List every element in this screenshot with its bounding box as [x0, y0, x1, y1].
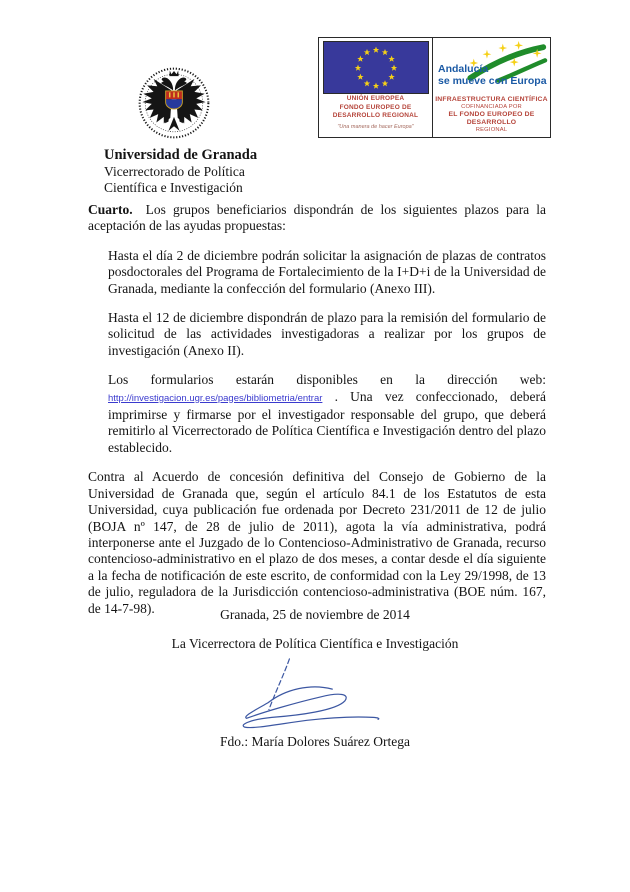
paragraph-forms — [108, 372, 546, 456]
cuarto-label: Cuarto. — [88, 202, 133, 217]
cuarto-text: Los grupos beneficiarios dispondrán de los siguientes plazos para la aceptación de las ayudas propuestas: — [88, 202, 546, 234]
forms-text-post: . Una vez confeccionado, deberá imprimirse y firmarse por el investigador responsable del grupo, que deberá remitirlo al Vicerrectorado de Política Científica e Investigación dentro del plazo establecido. — [108, 388, 546, 455]
eu-label-line3: DESARROLLO REGIONAL — [332, 112, 419, 119]
signer-title: La Vicerrectora de Política Científica e Investigación — [171, 636, 459, 651]
infra-caption — [433, 96, 550, 134]
bibliometria-link[interactable]: http://investigacion.ugr.es/pages/bibliometria/entrar — [108, 392, 323, 404]
infra-line2: COFINANCIADA POR — [461, 104, 522, 110]
andalucia-wordmark — [438, 64, 547, 87]
paragraph-deadline-dec2: Hasta el día 2 de diciembre podrán solicitar la asignación de plazas de contratos posdoctorales del Programa de Fortalecimiento de la I+D+i de la Universidad de Granada, mediante la confección del formulario (Anexo III). — [108, 247, 546, 296]
paragraph-cuarto — [88, 202, 546, 235]
letter-body — [88, 202, 546, 630]
andalucia-title: Andalucía — [438, 63, 489, 75]
infra-line3: EL FONDO EUROPEO DE DESARROLLO — [448, 111, 535, 126]
eu-motto: "Una manera de hacer Europa" — [337, 123, 414, 130]
forms-text-pre: Los formularios estarán disponibles en la dirección web: — [108, 372, 546, 388]
university-header — [104, 64, 258, 196]
eu-label-line2: FONDO EUROPEO DE — [339, 103, 412, 111]
letter-footer — [0, 607, 630, 750]
eu-funding-box — [318, 37, 551, 138]
infra-line4: REGIONAL — [475, 127, 508, 133]
office-name-line2: Científica e Investigación — [104, 180, 243, 195]
signed-by: Fdo.: María Dolores Suárez Ortega — [219, 734, 411, 749]
signature-ink — [226, 656, 384, 732]
eu-label-line1: UNIÓN EUROPEA — [346, 95, 405, 102]
date-line: Granada, 25 de noviembre de 2014 — [220, 607, 410, 622]
andalucia-panel — [433, 38, 550, 137]
university-crest-icon — [131, 64, 217, 142]
office-name-line1: Vicerrectorado de Política — [104, 164, 245, 179]
paragraph-legal-notice: Contra al Acuerdo de concesión definitiva del Consejo de Gobierno de la Universidad de Granada que, según el artículo 84.1 de los Estatutos de esta Universidad, cuya publicación fue ordenada por Decreto 231/2011 de 12 de julio (BOJA nº 147, de 28 de julio de 2011), agota la vía administrativa, podrá interponerse ante el Juzgado de lo Contencioso-Administrativo de Granada, recurso contencioso-administrativo en el plazo de dos meses, a contar desde el día siguiente a la fecha de notificación de este escrito, de conformidad con la Ley 29/1998, de 13 de julio, reguladora de la Jurisdicción contencioso-administrativa (BOE núm. 167, de 14-7-98). — [88, 469, 546, 616]
andalucia-subtitle: se mueve con Europa — [438, 74, 547, 87]
eu-flag-icon — [323, 41, 429, 94]
university-name: Universidad de Granada — [104, 147, 258, 163]
infra-line1: INFRAESTRUCTURA CIENTÍFICA — [435, 96, 548, 103]
eu-flag-panel — [319, 38, 433, 137]
paragraph-deadline-dec12: Hasta el 12 de diciembre dispondrán de plazo para la remisión del formulario de solicitud de las actividades investigadoras a realizar por los grupos de investigación (Anexo II). — [108, 310, 546, 358]
